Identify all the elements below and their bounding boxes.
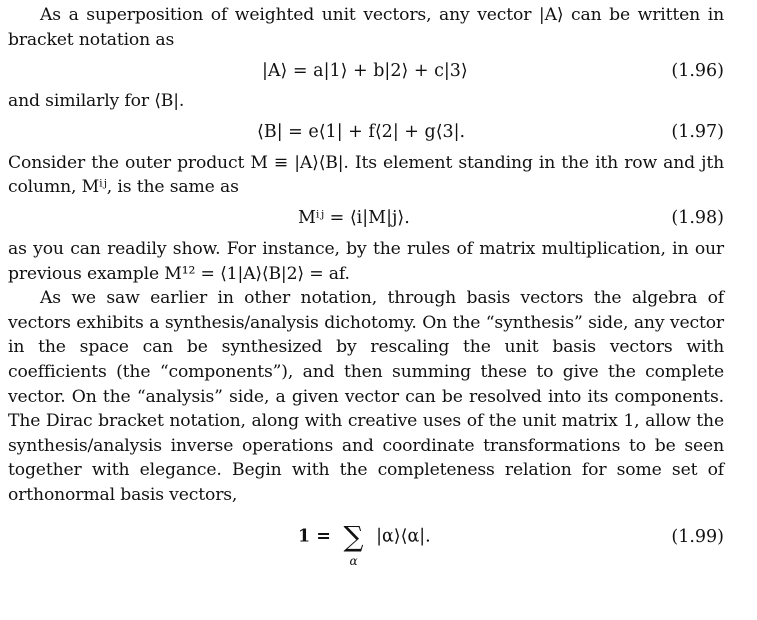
equation-1-99-number: (1.99) [671, 526, 724, 547]
document-page [8, 3, 724, 566]
unit-matrix-symbol: 1 = [298, 526, 331, 546]
summation-sign: ∑ [343, 519, 364, 553]
equation-1-99 [8, 508, 724, 566]
summation [343, 519, 365, 568]
equation-1-98-formula: Mⁱʲ = ⟨i|M|j⟩. [298, 208, 410, 229]
equation-1-96-number: (1.96) [671, 60, 724, 81]
paragraph-readily-show: as you can readily show. For instance, by the rules of matrix multiplication, in our previous example M¹² = ⟨1|A⟩⟨B|2⟩ = af. [8, 238, 724, 284]
equation-1-96-formula: |A⟩ = a|1⟩ + b|2⟩ + c|3⟩ [262, 60, 468, 81]
projector-term: |α⟩⟨α|. [376, 526, 431, 546]
equation-1-96 [8, 52, 724, 89]
equation-1-99-formula [298, 519, 431, 568]
equation-1-98 [8, 200, 724, 237]
paragraph-similarly: and similarly for ⟨B|. [8, 91, 185, 112]
equation-1-98-number: (1.98) [671, 208, 724, 229]
equation-1-97-number: (1.97) [671, 122, 724, 143]
paragraph-outer-product: Consider the outer product M ≡ |A⟩⟨B|. Its element standing in the ith row and jth column, Mⁱʲ, is the same as [8, 152, 724, 198]
summation-index: α [349, 553, 358, 568]
paragraph-superposition: As a superposition of weighted unit vectors, any vector |A⟩ can be written in bracket notation as [8, 5, 724, 50]
equation-1-97 [8, 114, 724, 151]
equation-1-97-formula: ⟨B| = e⟨1| + f⟨2| + g⟨3|. [257, 122, 466, 143]
paragraph-synthesis-analysis: As we saw earlier in other notation, through basis vectors the algebra of vectors exhibits a synthesis/analysis dichotomy. On the “synthesis” side, any vector in the space can be synthesized by rescaling the unit basis vectors with coefficients (the “components”), and then summing these to give the complete vector. On the “analysis” side, a given vector can be resolved into its components. The Dirac bracket notation, along with creative uses of the unit matrix 1, allow the synthesis/analysis inverse operations and coordinate transformations to be seen together with elegance. Begin with the completeness relation for some set of orthonormal basis vectors, [8, 288, 724, 505]
